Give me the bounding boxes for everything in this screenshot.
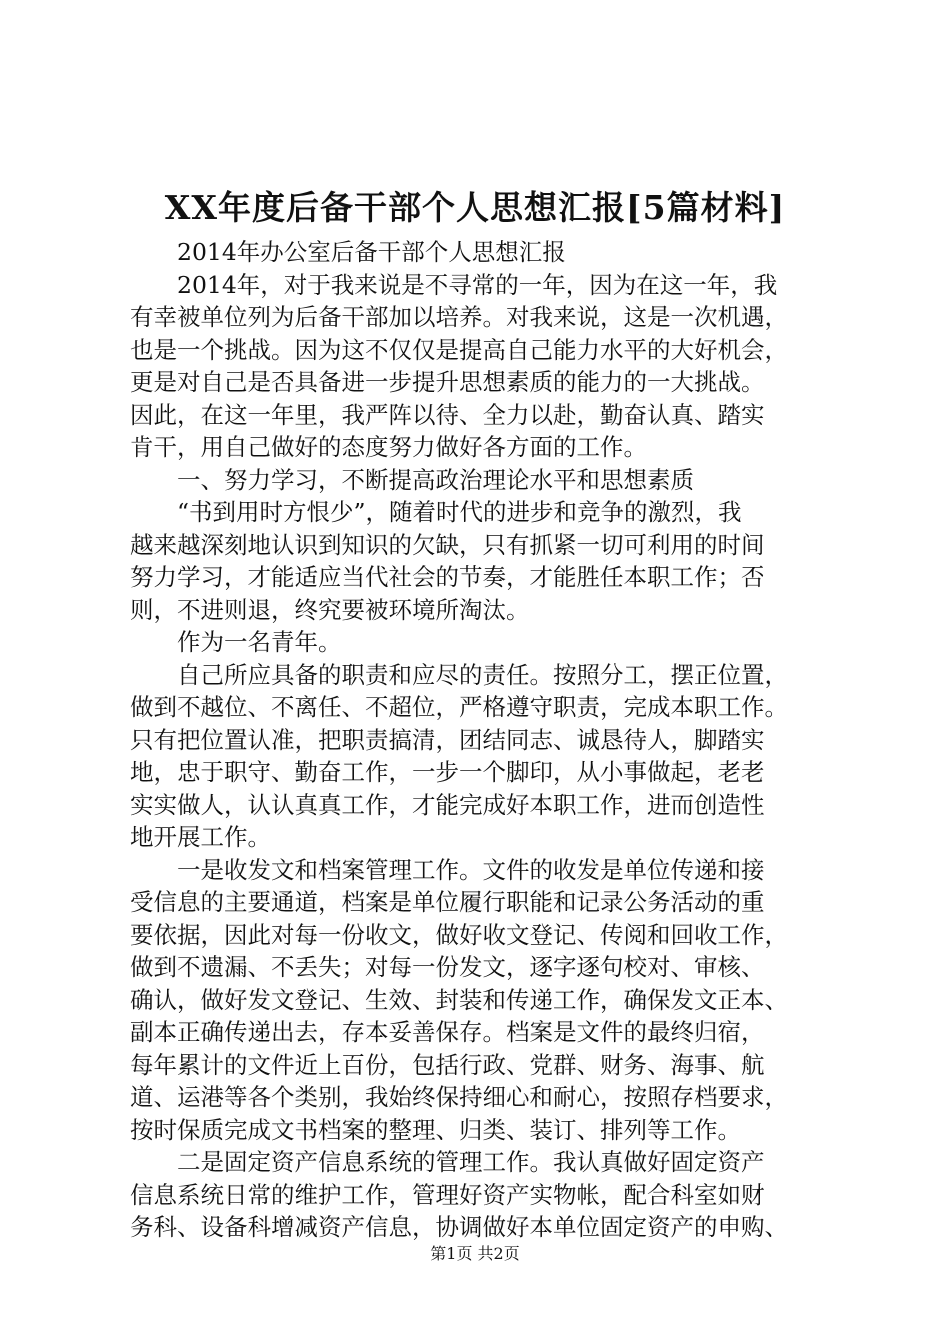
text-line: 2014年办公室后备干部个人思想汇报 xyxy=(177,238,566,266)
text-line: 也是一个挑战。因为这不仅仅是提高自己能力水平的大好机会， xyxy=(130,335,788,364)
text-line: 越来越深刻地认识到知识的欠缺，只有抓紧一切可利用的时间 xyxy=(130,530,765,559)
text-line: 实实做人，认认真真工作，才能完成好本职工作，进而创造性 xyxy=(130,790,765,819)
document-title: XX年度后备干部个人思想汇报[5篇材料] xyxy=(164,188,786,227)
text-line: 只有把位置认准，把职责搞清，团结同志、诚恳待人，脚踏实 xyxy=(130,725,765,754)
text-line: 信息系统日常的维护工作，管理好资产实物帐，配合科室如财 xyxy=(130,1180,765,1209)
text-line: 有幸被单位列为后备干部加以培养。对我来说，这是一次机遇， xyxy=(130,303,788,331)
text-line: 一、努力学习，不断提高政治理论水平和思想素质 xyxy=(177,465,694,494)
text-line: 更是对自己是否具备进一步提升思想素质的能力的一大挑战。 xyxy=(130,368,765,396)
text-line: 地开展工作。 xyxy=(130,823,271,851)
text-line: 二是固定资产信息系统的管理工作。我认真做好固定资产 xyxy=(177,1148,765,1176)
text-line: 因此，在这一年里，我严阵以待、全力以赴，勤奋认真、踏实 xyxy=(130,400,765,429)
text-line: 肯干，用自己做好的态度努力做好各方面的工作。 xyxy=(130,433,647,461)
text-line: “书到用时方恨少”，随着时代的进步和竞争的激烈，我 xyxy=(177,498,742,526)
text-line: 道、运港等各个类别，我始终保持细心和耐心，按照存档要求， xyxy=(130,1083,788,1111)
text-line: 努力学习，才能适应当代社会的节奏，才能胜任本职工作；否 xyxy=(130,563,765,591)
text-line: 按时保质完成文书档案的整理、归类、装订、排列等工作。 xyxy=(130,1115,741,1144)
text-line: 做到不遗漏、不丢失；对每一份发文，逐字逐句校对、审核、 xyxy=(130,953,765,981)
text-line: 则，不进则退，终究要被环境所淘汰。 xyxy=(130,595,530,624)
text-line: 受信息的主要通道，档案是单位履行职能和记录公务活动的重 xyxy=(130,888,765,916)
text-line: 做到不越位、不离任、不超位，严格遵守职责，完成本职工作。 xyxy=(130,693,788,721)
text-line: 自己所应具备的职责和应尽的责任。按照分工，摆正位置， xyxy=(177,660,788,689)
text-line: 作为一名青年。 xyxy=(177,628,342,656)
text-line: 一是收发文和档案管理工作。文件的收发是单位传递和接 xyxy=(177,855,765,884)
text-line: 要依据，因此对每一份收文，做好收文登记、传阅和回收工作， xyxy=(130,920,788,949)
text-line: 每年累计的文件近上百份，包括行政、党群、财务、海事、航 xyxy=(130,1050,765,1079)
text-line: 副本正确传递出去，存本妥善保存。档案是文件的最终归宿， xyxy=(130,1018,765,1046)
page-footer: 第1页 共2页 xyxy=(430,1244,520,1263)
document-body xyxy=(130,236,830,1244)
text-line: 确认，做好发文登记、生效、封装和传递工作，确保发文正本、 xyxy=(130,985,788,1014)
text-line: 务科、设备科增减资产信息，协调做好本单位固定资产的申购、 xyxy=(130,1213,788,1241)
text-line: 地，忠于职守、勤奋工作，一步一个脚印，从小事做起，老老 xyxy=(130,758,765,786)
text-line: 2014年，对于我来说是不寻常的一年，因为在这一年，我 xyxy=(177,270,778,299)
